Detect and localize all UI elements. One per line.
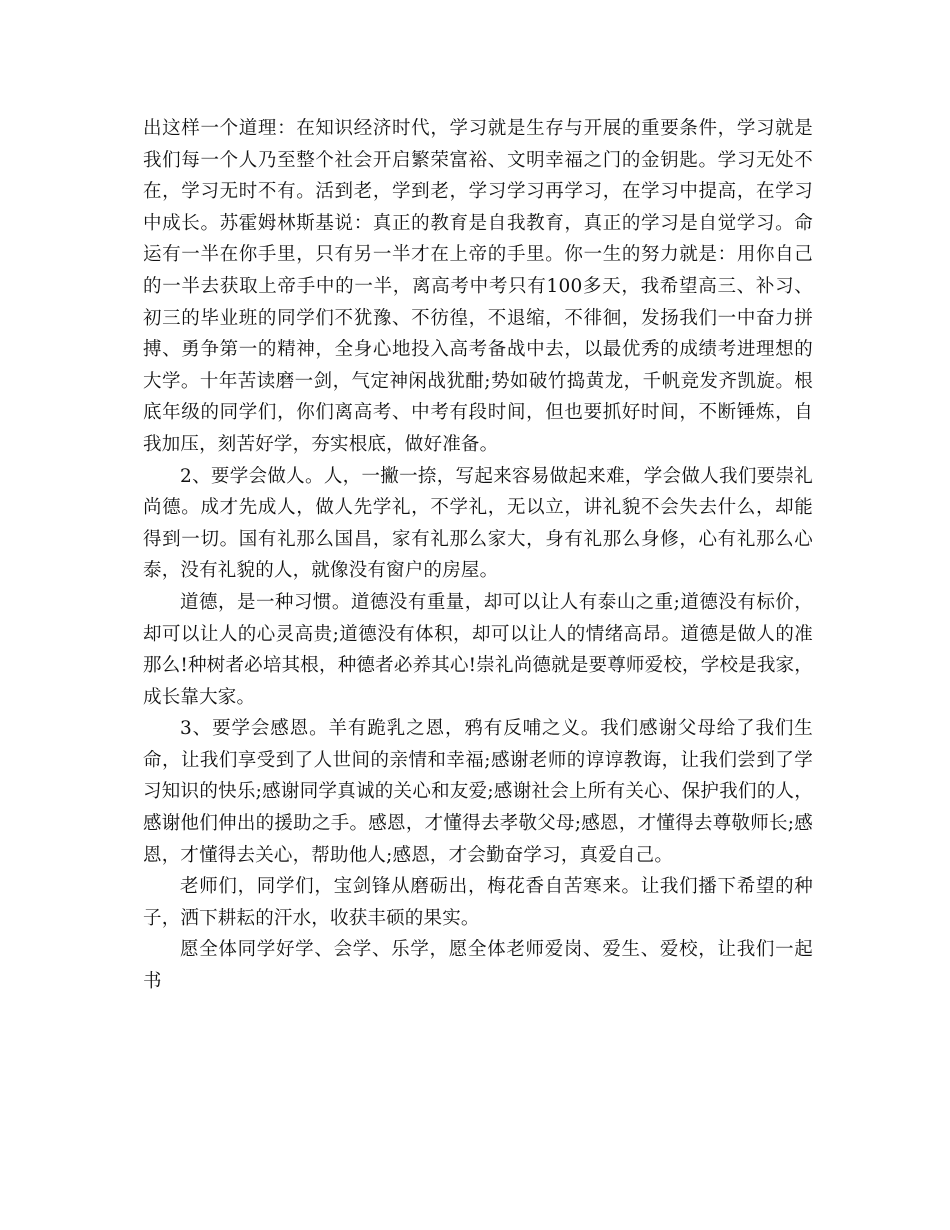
paragraph-gratitude: 3、要学会感恩。羊有跪乳之恩，鸦有反哺之义。我们感谢父母给了我们生命，让我们享受到了人世间的亲情和幸福;感谢老师的谆谆教诲，让我们尝到了学习知识的快乐;感谢同学真诚的关心和友爱;感谢社会上所有关心、保护我们的人，感谢他们伸出的援助之手。感恩，才懂得去孝敬父母;感恩，才懂得去尊敬师长;感恩，才懂得去关心，帮助他人;感恩，才会勤奋学习，真爱自己。 [143,718,813,866]
paragraph-study-conclusion: 出这样一个道理：在知识经济时代，学习就是生存与开展的重要条件，学习就是我们每一个人乃至整个社会开启繁荣富裕、文明幸福之门的金钥匙。学习无处不在，学习无时不有。活到老，学到老，学习学习再学习，在学习中提高，在学习中成长。苏霍姆林斯基说：真正的教育是自我教育，真正的学习是自觉学习。命运有一半在你手里，只有另一半才在上帝的手里。你一生的努力就是：用你自己的一半去获取上帝手中的一半，离高考中考只有100多天，我希望高三、补习、初三的毕业班的同学们不犹豫、不彷徨，不退缩，不徘徊，发扬我们一中奋力拼搏、勇争第一的精神，全身心地投入高考备战中去，以最优秀的成绩考进理想的大学。十年苦读磨一剑，气定神闲战犹酣;势如破竹捣黄龙，千帆竞发齐凯旋。根底年级的同学们，你们离高考、中考有段时间，但也要抓好时间，不断锤炼，自我加压，刻苦好学，夯实根底，做好准备。 [143,118,813,455]
paragraph-learn-conduct: 2、要学会做人。人，一撇一捺，写起来容易做起来难，学会做人我们要崇礼尚德。成才先成人，做人先学礼，不学礼，无以立，讲礼貌不会失去什么，却能得到一切。国有礼那么国昌，家有礼那么家大，身有礼那么身修，心有礼那么心泰，没有礼貌的人，就像没有窗户的房屋。 [143,465,813,582]
document-body [143,113,813,998]
paragraph-encouragement: 老师们，同学们，宝剑锋从磨砺出，梅花香自苦寒来。让我们播下希望的种子，洒下耕耘的汗水，收获丰硕的果实。 [143,876,813,929]
paragraph-wishes: 愿全体同学好学、会学、乐学，愿全体老师爱岗、爱生、爱校，让我们一起书 [143,939,813,993]
paragraph-morality: 道德，是一种习惯。道德没有重量，却可以让人有泰山之重;道德没有标价，却可以让人的心灵高贵;道德没有体积，却可以让人的情绪高昂。道德是做人的准那么!种树者必培其根，种德者必养其心!崇礼尚德就是要尊师爱校，学校是我家，成长靠大家。 [143,591,813,708]
